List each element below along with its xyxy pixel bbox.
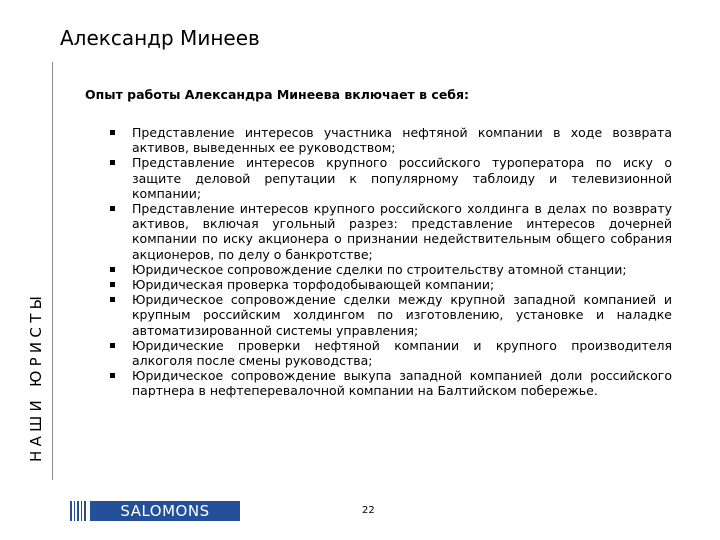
list-item-text: Представление интересов крупного российского туроператора по иску о защите деловой репутации к популярному таблоиду и телевизионной компании; bbox=[132, 155, 672, 201]
list-item bbox=[108, 125, 672, 155]
bullet-icon bbox=[110, 297, 115, 302]
list-item-text: Юридические проверки нефтяной компании и крупного производителя алкоголя после смены руководства; bbox=[132, 337, 672, 369]
bullet-icon bbox=[110, 373, 115, 378]
list-item bbox=[108, 201, 672, 262]
page-number: 22 bbox=[362, 505, 375, 516]
bullet-icon bbox=[110, 206, 115, 211]
logo-stripe bbox=[74, 501, 75, 521]
bullet-icon bbox=[110, 282, 115, 287]
list-item-text: Юридическая проверка торфодобывающей компании; bbox=[132, 277, 495, 293]
list-item-text: Юридическое сопровождение сделки между крупной западной компанией и крупным российским холдингом по изготовлению, установке и наладке автоматизированной системы управления; bbox=[132, 292, 672, 338]
list-item bbox=[108, 292, 672, 338]
list-item-text: Представление интересов крупного российского холдинга в делах по возврату активов, включая угольный разрез: представление интересов дочерней компании по иску акционера о признании недействительным общего собрания акционеров, по делу о банкротстве; bbox=[132, 201, 672, 262]
side-label: НАШИ ЮРИСТЫ bbox=[27, 291, 45, 462]
list-item-text: Представление интересов участника нефтяной компании в ходе возврата активов, выведенных ее руководством; bbox=[132, 125, 672, 156]
list-item bbox=[108, 368, 672, 398]
list-item-text: Юридическое сопровождение сделки по строительству атомной станции; bbox=[132, 261, 627, 277]
list-item-text: Юридическое сопровождение выкупа западной компанией доли российского партнера в нефтеперевалочной компании на Балтийском побережье. bbox=[132, 368, 672, 399]
salomons-logo bbox=[70, 501, 240, 521]
slide-title: Александр Минеев bbox=[60, 26, 260, 50]
bullet-icon bbox=[110, 343, 115, 348]
logo-stripe bbox=[84, 501, 86, 521]
list-item bbox=[108, 262, 672, 277]
bullet-icon bbox=[110, 267, 115, 272]
experience-list bbox=[108, 125, 672, 399]
logo-wordmark: SALOMONS bbox=[90, 501, 240, 521]
logo-stripe bbox=[77, 501, 79, 521]
side-rule bbox=[52, 62, 53, 480]
list-item bbox=[108, 277, 672, 292]
list-item bbox=[108, 155, 672, 201]
logo-stripe bbox=[70, 501, 72, 521]
bullet-icon bbox=[110, 130, 115, 135]
logo-stripe bbox=[81, 501, 82, 521]
list-item bbox=[108, 338, 672, 368]
intro-heading: Опыт работы Александра Минеева включает в себя: bbox=[85, 87, 470, 102]
bullet-icon bbox=[110, 160, 115, 165]
